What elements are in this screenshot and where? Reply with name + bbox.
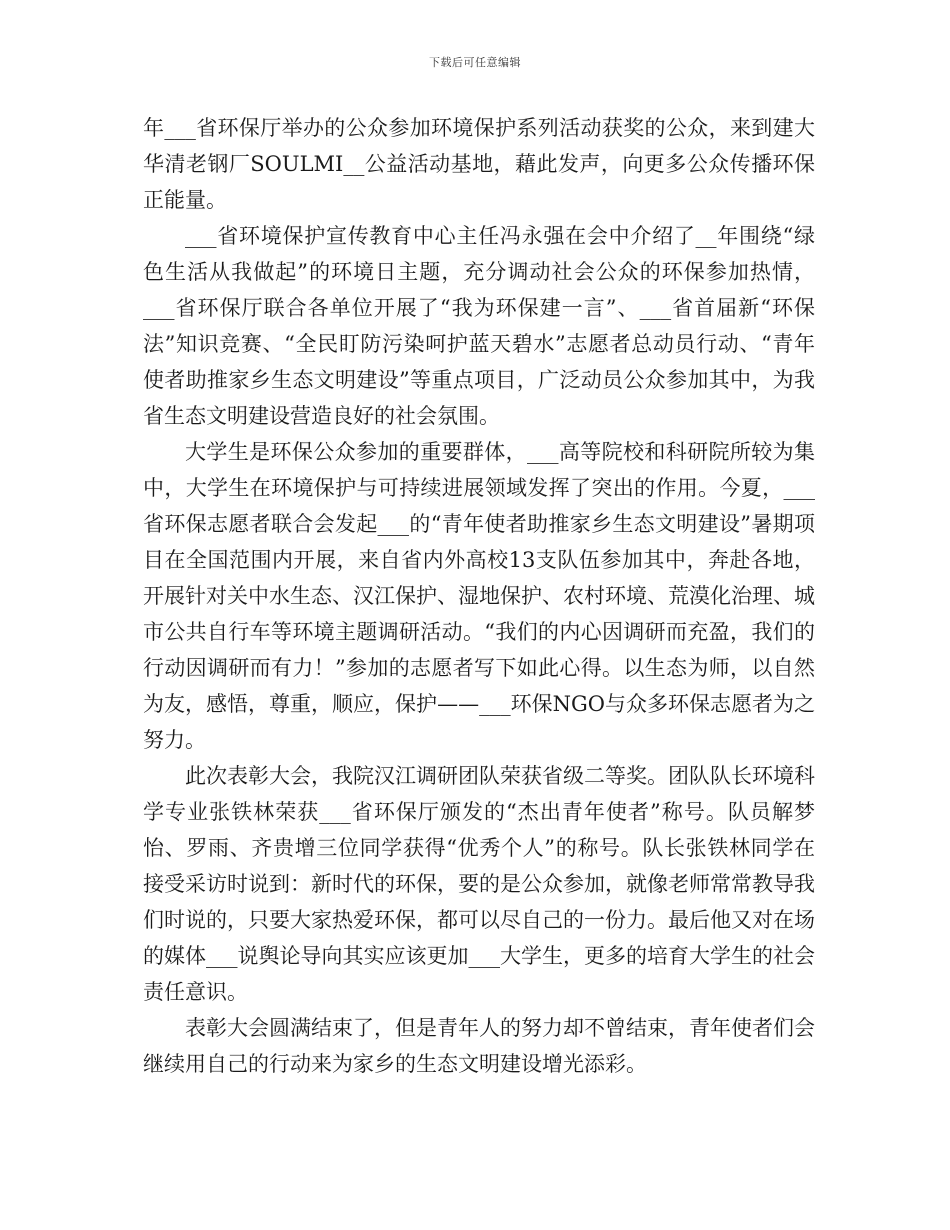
page-header: 下载后可任意编辑	[429, 56, 521, 69]
paragraph: 年___省环保厅举办的公众参加环境保护系列活动获奖的公众，来到建大华清老钢厂SOULMI__公益活动基地，藉此发声，向更多公众传播环保正能量。	[143, 116, 815, 212]
paragraph: 此次表彰大会，我院汉江调研团队荣获省级二等奖。团队队长环境科学专业张铁林荣获___省环保厅颁发的“杰出青年使者”称号。队员解梦怡、罗雨、齐贵增三位同学获得“优秀个人”的称号。队长张铁林同学在接受采访时说到：新时代的环保，要的是公众参加，就像老师常常教导我们时说的，只要大家热爱环保，都可以尽自己的一份力。最后他又对在场的媒体___说舆论导向其实应该更加___大学生，更多的培育大学生的社会责任意识。	[143, 764, 815, 1004]
paragraph: 大学生是环保公众参加的重要群体，___高等院校和科研院所较为集中，大学生在环境保护与可持续进展领域发挥了突出的作用。今夏，___省环保志愿者联合会发起___的“青年使者助推家乡生态文明建设”暑期项目在全国范围内开展，来自省内外高校13支队伍参加其中，奔赴各地，开展针对关中水生态、汉江保护、湿地保护、农村环境、荒漠化治理、城市公共自行车等环境主题调研活动。“我们的内心因调研而充盈，我们的行动因调研而有力！”参加的志愿者写下如此心得。以生态为师，以自然为友，感悟，尊重，顺应，保护——___环保NGO与众多环保志愿者为之努力。	[143, 440, 815, 752]
paragraph: ___省环境保护宣传教育中心主任冯永强在会中介绍了__年围绕“绿色生活从我做起”的环境日主题，充分调动社会公众的环保参加热情，___省环保厅联合各单位开展了“我为环保建一言”、___省首届新“环保法”知识竞赛、“全民盯防污染呵护蓝天碧水”志愿者总动员行动、“青年使者助推家乡生态文明建设”等重点项目，广泛动员公众参加其中，为我省生态文明建设营造良好的社会氛围。	[143, 224, 815, 428]
paragraph: 表彰大会圆满结束了，但是青年人的努力却不曾结束，青年使者们会继续用自己的行动来为家乡的生态文明建设增光添彩。	[143, 1016, 815, 1076]
document-body	[143, 110, 815, 1082]
